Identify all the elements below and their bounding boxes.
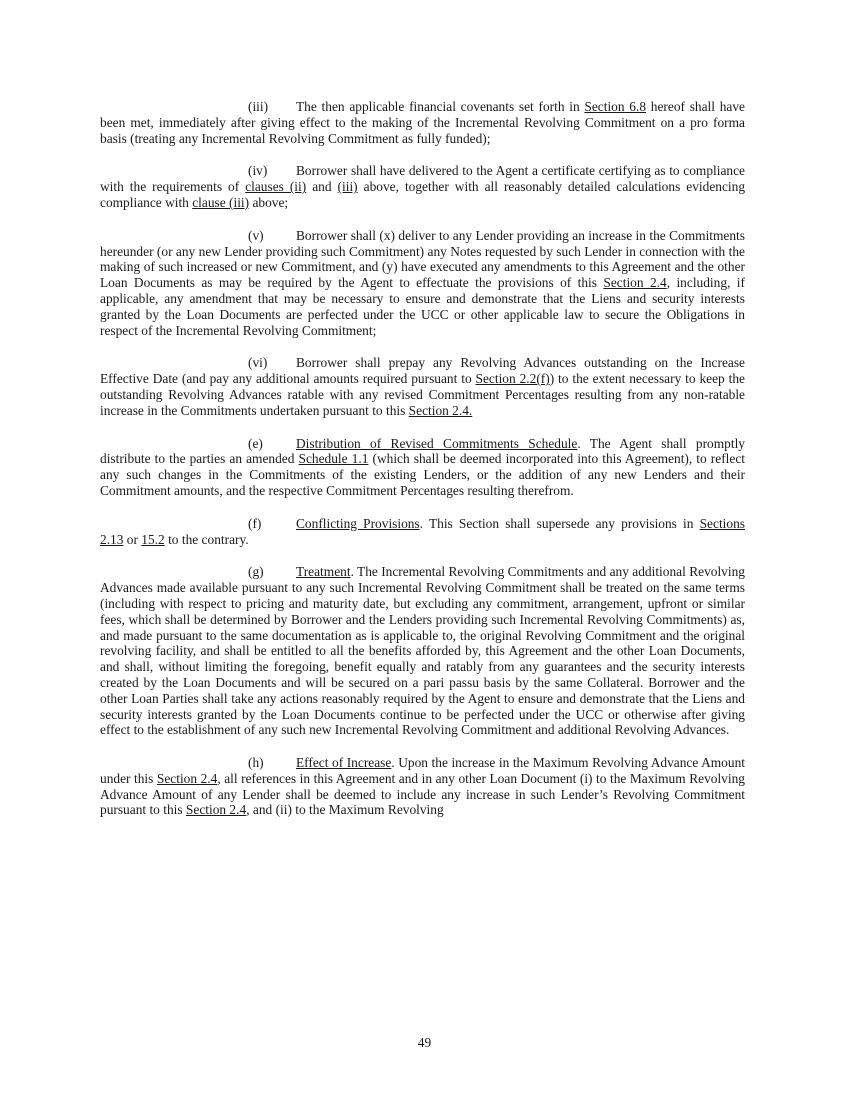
cross-reference: Sections 2.13	[100, 515, 745, 547]
text: The then applicable financial covenants set forth in	[296, 99, 585, 114]
text: . Upon the increase in the Maximum Revolving Advance Amount under this	[100, 755, 745, 786]
cross-reference: (iii)	[337, 179, 358, 195]
text: Borrower shall have delivered to the Agent a certificate certifying as to compliance with the requirements of	[100, 163, 745, 195]
clause-number: (iv)	[248, 163, 268, 179]
text: . The Agent shall promptly distribute to the parties an amended	[100, 435, 745, 467]
clause-number: (h)	[248, 755, 264, 771]
text: Borrower shall prepay any Revolving Advances outstanding on the Increase Effective Date (and pay any additional amounts required pursuant to	[100, 355, 745, 387]
text: above;	[249, 194, 289, 210]
text: , and (ii) to the Maximum Revolving	[246, 802, 444, 818]
paragraph-vi	[100, 355, 745, 418]
cross-reference: Section 6.8	[584, 99, 647, 114]
clause-number: (iii)	[248, 99, 269, 114]
clause-number: (vi)	[248, 355, 268, 371]
cross-reference: Section 2.4.	[408, 402, 473, 418]
text: . This Section shall supersede any provisions in	[419, 515, 700, 531]
paragraph-h	[100, 755, 745, 818]
clause-number: (f)	[248, 515, 262, 531]
cross-reference: 15.2	[141, 531, 165, 547]
clause-number: (v)	[248, 227, 264, 243]
text: above, together with all reasonably detailed calculations evidencing compliance with	[100, 179, 746, 210]
clause-number: (g)	[248, 564, 264, 580]
paragraph-v	[100, 228, 745, 339]
text: Borrower shall (x) deliver to any Lender providing an increase in the Commitments hereunder (or any new Lender providing such Commitment) any Notes requested by such Lender in connection with the making of such increased or new Commitment, and (y) have executed any amendments to this Agreement and the other Loan Documents as may be required by the Agent to effectuate the provisions of this	[100, 227, 745, 291]
text: . The Incremental Revolving Commitments and any additional Revolving Advances made available pursuant to any such Incremental Revolving Commitment shall be treated on the same terms (including with respect to pricing and maturity date, but excluding any commitment, arrangement, upfront or similar fees, which shall be determined by Borrower and the Lenders providing such Incremental Revolving Commitments) as, and made pursuant to the same documentation as is applicable to, the original Revolving Commitment and the original revolving facility, and shall be entitled to all the benefits afforded by, this Agreement and the other Loan Documents, and shall, without limiting the foregoing, benefit equally and ratably from any guarantees and the security interests created by the Loan Documents and will be secured on a pari passu basis by the same Collateral. Borrower and the other Loan Parties shall take any actions reasonably required by the Agent to ensure and demonstrate that the Liens and security interests granted by the Loan Documents continue to be perfected under the UCC or otherwise after giving effect to the establishment of any such new Incremental Revolving Commitment and additional Revolving Advances.	[100, 564, 745, 738]
section-heading: Effect of Increase	[296, 755, 392, 771]
cross-reference: Section 2.4	[603, 275, 667, 291]
text: hereof shall have been met, immediately after giving effect to the making of the Incremental Revolving Commitment on a pro forma basis (treating any Incremental Revolving Commitment as fully funded);	[100, 99, 745, 146]
paragraph-e	[100, 436, 745, 499]
text: (which shall be deemed incorporated into this Agreement), to reflect any such changes in the Commitments of the existing Lenders, or the addition of any new Lenders and their Commitment amounts, and the respective Commitment Percentages resulting therefrom.	[100, 451, 745, 498]
text: and	[306, 179, 338, 195]
text: , all references in this Agreement and in any other Loan Document (i) to the Maximum Revolving Advance Amount of any Lender shall be deemed to include any increase in such Lender’s Revolving Commitment pursuant to this	[100, 770, 745, 818]
text: ) to the extent necessary to keep the outstanding Revolving Advances ratable with any revised Commitment Percentages resulting from any non-ratable increase in the Commitments undertaken pursuant to this	[100, 371, 745, 418]
paragraph-iv	[100, 163, 745, 210]
cross-reference: Section 2.4	[185, 802, 247, 818]
paragraph-f	[100, 516, 745, 548]
paragraph-g	[100, 564, 745, 738]
section-heading: Conflicting Provisions	[296, 515, 420, 531]
text: or	[123, 531, 142, 547]
section-heading: Treatment	[296, 564, 351, 580]
section-heading: Distribution of Revised Commitments Schedule	[296, 435, 578, 451]
document-body	[100, 99, 745, 835]
cross-reference: Section 2.2(f)	[475, 371, 550, 387]
text: to the contrary.	[164, 531, 249, 547]
text: , including, if applicable, any amendment that may be necessary to ensure and demonstrate that the Liens and security interests granted by the Loan Documents are perfected under the UCC or other applicable law to secure the Obligations in respect of the Incremental Revolving Commitment;	[100, 275, 745, 338]
page-number: 49	[417, 1035, 432, 1050]
cross-reference: clause (iii)	[192, 194, 250, 210]
clause-number: (e)	[248, 435, 263, 451]
cross-reference: clauses (ii)	[245, 179, 307, 195]
cross-reference: Section 2.4	[156, 770, 218, 786]
cross-reference: Schedule 1.1	[298, 451, 369, 467]
paragraph-iii	[100, 99, 745, 146]
